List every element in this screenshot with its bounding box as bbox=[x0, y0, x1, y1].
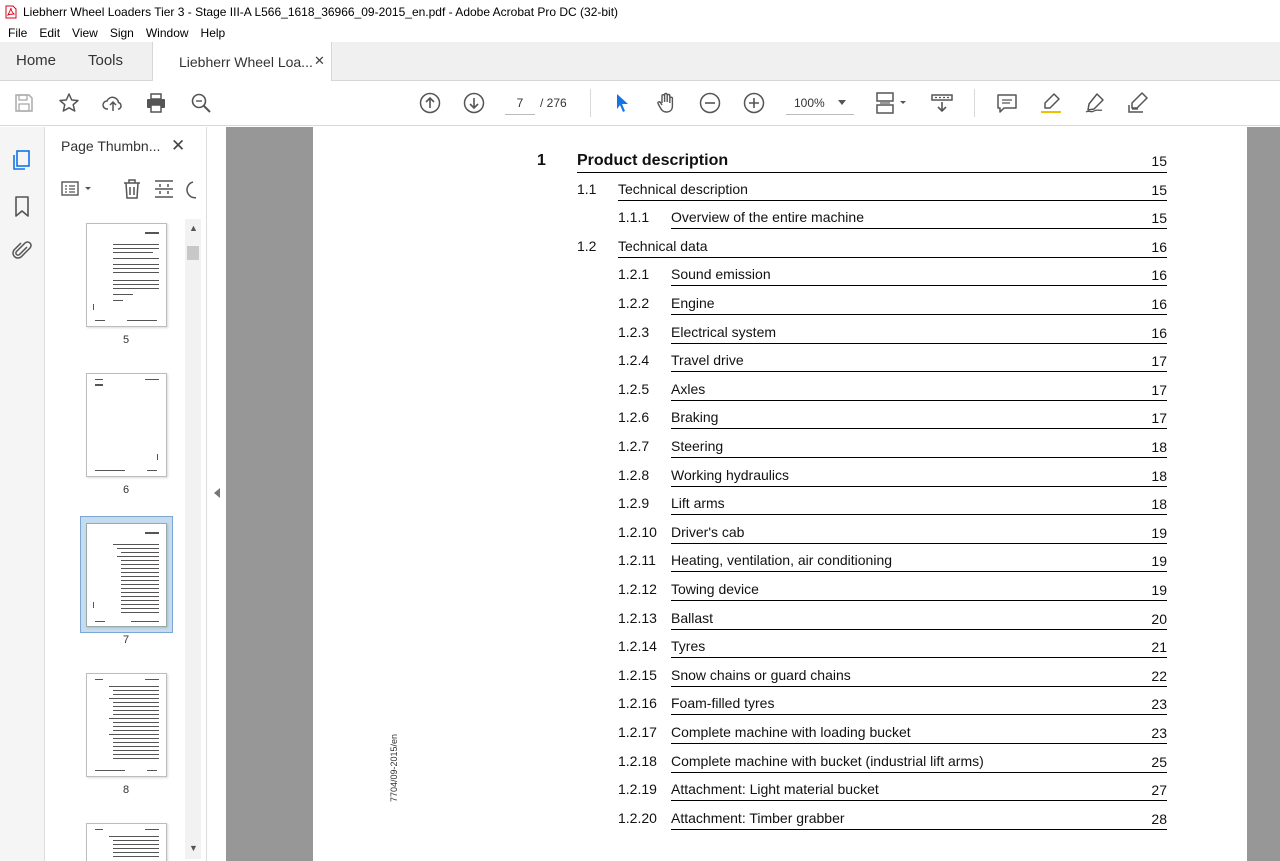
toc-entry-number: 1.2.11 bbox=[618, 552, 656, 568]
toc-entry-title: Overview of the entire machine bbox=[671, 209, 864, 225]
rotate-page-icon[interactable] bbox=[184, 177, 196, 201]
thumbnail-page-9[interactable] bbox=[86, 823, 167, 861]
toc-entry-title: Product description bbox=[577, 152, 729, 169]
toc-entry-title: Technical data bbox=[618, 238, 708, 254]
toc-entry-rule bbox=[671, 571, 1167, 572]
toc-entry-number: 1.2.1 bbox=[618, 266, 650, 282]
toc-entry[interactable] bbox=[313, 581, 1247, 601]
toc-entry-number: 1.1 bbox=[577, 181, 597, 197]
tab-home[interactable]: Home bbox=[16, 52, 57, 69]
toc-entry-title: Axles bbox=[671, 381, 706, 397]
toc-entry[interactable] bbox=[313, 610, 1247, 630]
toc-entry-title: Snow chains or guard chains bbox=[671, 667, 851, 683]
main-toolbar bbox=[0, 81, 1280, 126]
toc-entry[interactable] bbox=[313, 324, 1247, 344]
toc-entry-number: 1.1.1 bbox=[618, 209, 650, 225]
scroll-up-icon[interactable]: ▲ bbox=[189, 223, 198, 233]
toc-entry-page: 15 bbox=[1151, 153, 1167, 169]
page-thumbnails-icon[interactable] bbox=[11, 149, 33, 171]
toc-entry-title: Sound emission bbox=[671, 266, 771, 282]
toc-entry-title: Attachment: Timber grabber bbox=[671, 810, 845, 826]
toc-entry-rule bbox=[671, 743, 1167, 744]
toc-entry[interactable] bbox=[313, 695, 1247, 715]
pdf-page bbox=[313, 127, 1247, 861]
toc-entry-page: 15 bbox=[1151, 182, 1167, 198]
zoom-level-value: 100% bbox=[794, 96, 825, 110]
acrobat-app-icon bbox=[5, 5, 17, 19]
menu-file[interactable]: File bbox=[8, 25, 28, 40]
toc-entry-rule bbox=[671, 314, 1167, 315]
toc-entry-title: Ballast bbox=[671, 610, 714, 626]
delete-page-icon[interactable] bbox=[120, 177, 144, 201]
toc-entry-number: 1.2.18 bbox=[618, 753, 657, 769]
toc-entry[interactable] bbox=[313, 638, 1247, 658]
toc-entry-number: 1.2.15 bbox=[618, 667, 657, 683]
toc-entry-number: 1.2.19 bbox=[618, 781, 657, 797]
toc-entry-title: Heating, ventilation, air conditioning bbox=[671, 552, 893, 568]
chevron-down-icon bbox=[838, 100, 846, 105]
toc-entry-page: 23 bbox=[1151, 725, 1167, 741]
thumbnail-page-7[interactable] bbox=[86, 523, 167, 627]
toc-entry[interactable] bbox=[313, 295, 1247, 315]
toc-entry-rule bbox=[671, 800, 1167, 801]
menu-edit[interactable]: Edit bbox=[39, 25, 61, 40]
toc-entry-number: 1.2.13 bbox=[618, 610, 657, 626]
attachments-paperclip-icon[interactable] bbox=[11, 240, 33, 262]
toc-entry-page: 19 bbox=[1151, 525, 1167, 541]
toc-entry-page: 17 bbox=[1151, 382, 1167, 398]
close-tab-icon[interactable]: ✕ bbox=[314, 53, 325, 68]
toc-entry-title: Foam-filled tyres bbox=[671, 695, 775, 711]
toc-entry-rule bbox=[671, 371, 1167, 372]
toc-entry-title: Braking bbox=[671, 409, 719, 425]
zoom-search-icon[interactable] bbox=[189, 91, 213, 115]
toc-entry-title: Complete machine with loading bucket bbox=[671, 724, 911, 740]
toc-entry-title: Travel drive bbox=[671, 352, 744, 368]
toc-entry-rule bbox=[671, 428, 1167, 429]
toc-entry-page: 17 bbox=[1151, 353, 1167, 369]
toc-entry-number: 1.2.12 bbox=[618, 581, 657, 597]
toolbar-divider bbox=[590, 89, 591, 117]
toc-entry[interactable] bbox=[313, 467, 1247, 487]
toc-entry-page: 18 bbox=[1151, 496, 1167, 512]
toc-entry-number: 1.2.8 bbox=[618, 467, 650, 483]
zoom-level-select[interactable] bbox=[786, 91, 854, 115]
toc-entry-page: 16 bbox=[1151, 296, 1167, 312]
toc-entry-rule bbox=[671, 772, 1167, 773]
toc-entry-page: 18 bbox=[1151, 439, 1167, 455]
toc-entry-page: 27 bbox=[1151, 782, 1167, 798]
toc-entry-rule bbox=[671, 285, 1167, 286]
title-bar bbox=[0, 0, 1280, 23]
next-page-icon[interactable] bbox=[462, 91, 486, 115]
toc-entry-rule bbox=[671, 829, 1167, 830]
tab-document[interactable] bbox=[152, 42, 332, 82]
toc-entry[interactable] bbox=[313, 724, 1247, 744]
toc-entry[interactable] bbox=[313, 781, 1247, 801]
toc-entry-rule bbox=[671, 400, 1167, 401]
toc-entry[interactable] bbox=[313, 753, 1247, 773]
bookmark-star-icon[interactable] bbox=[57, 91, 81, 115]
menu-bar bbox=[0, 23, 1280, 42]
zoom-out-icon[interactable] bbox=[698, 91, 722, 115]
toc-entry[interactable] bbox=[313, 352, 1247, 372]
toc-entry-page: 25 bbox=[1151, 754, 1167, 770]
thumbnail-page-number: 7 bbox=[122, 634, 130, 646]
thumbnail-page-number: 5 bbox=[122, 334, 130, 346]
toolbar-divider bbox=[974, 89, 975, 117]
thumbnail-page-number: 6 bbox=[122, 484, 130, 496]
toc-entry[interactable] bbox=[313, 381, 1247, 401]
thumbnail-page-number: 8 bbox=[122, 784, 130, 796]
upload-cloud-icon[interactable] bbox=[101, 91, 125, 115]
toc-entry-number: 1.2.9 bbox=[618, 495, 650, 511]
fill-sign-icon[interactable] bbox=[1126, 91, 1150, 115]
toc-entry-number: 1.2.4 bbox=[618, 352, 650, 368]
highlight-pen-icon[interactable] bbox=[1039, 91, 1063, 115]
toc-entry-title: Engine bbox=[671, 295, 715, 311]
toc-entry[interactable] bbox=[313, 152, 1247, 172]
toc-entry-rule bbox=[671, 600, 1167, 601]
thumbnail-scrollbar[interactable] bbox=[185, 219, 201, 859]
toc-entry-title: Electrical system bbox=[671, 324, 777, 340]
close-panel-icon[interactable]: ✕ bbox=[171, 136, 186, 155]
toc-entry-page: 17 bbox=[1151, 410, 1167, 426]
toc-entry-rule bbox=[671, 343, 1167, 344]
menu-window[interactable]: Window bbox=[145, 25, 189, 40]
save-icon[interactable] bbox=[12, 91, 36, 115]
toc-entry-number: 1.2.20 bbox=[618, 810, 657, 826]
toc-entry-number: 1.2.2 bbox=[618, 295, 650, 311]
toc-entry-page: 19 bbox=[1151, 553, 1167, 569]
previous-page-icon[interactable] bbox=[418, 91, 442, 115]
toc-entry[interactable] bbox=[313, 810, 1247, 830]
tab-bar bbox=[0, 42, 1280, 81]
toc-entry-rule bbox=[671, 514, 1167, 515]
collapse-panel-handle[interactable] bbox=[207, 127, 226, 861]
toc-entry-rule bbox=[671, 714, 1167, 715]
document-viewport[interactable] bbox=[226, 127, 1280, 861]
toc-entry[interactable] bbox=[313, 181, 1247, 201]
thumbnail-page-8[interactable] bbox=[86, 673, 167, 777]
toc-entry-page: 23 bbox=[1151, 696, 1167, 712]
toc-entry-rule bbox=[671, 686, 1167, 687]
toc-entry-number: 1.2.6 bbox=[618, 409, 650, 425]
menu-view[interactable]: View bbox=[72, 25, 98, 40]
toc-entry[interactable] bbox=[313, 238, 1247, 258]
toc-entry-rule bbox=[618, 200, 1167, 201]
select-cursor-icon[interactable] bbox=[610, 91, 634, 115]
menu-sign[interactable]: Sign bbox=[109, 25, 134, 40]
toc-entry[interactable] bbox=[313, 495, 1247, 515]
toc-entry-title: Complete machine with bucket (industrial lift arms) bbox=[671, 753, 984, 769]
toc-entry-number: 1.2.10 bbox=[618, 524, 657, 540]
tab-document-label: Liebherr Wheel Loa... bbox=[179, 54, 313, 70]
toc-entry-page: 16 bbox=[1151, 267, 1167, 283]
toc-entry-number: 1.2.7 bbox=[618, 438, 650, 454]
extract-pages-icon[interactable] bbox=[152, 177, 176, 201]
toc-entry-title: Towing device bbox=[671, 581, 759, 597]
zoom-in-icon[interactable] bbox=[742, 91, 766, 115]
toc-entry-page: 19 bbox=[1151, 582, 1167, 598]
toc-entry[interactable] bbox=[313, 266, 1247, 286]
footer-doc-id: 7704/09-2015/en bbox=[389, 733, 399, 802]
toc-entry-page: 15 bbox=[1151, 210, 1167, 226]
toc-entry-rule bbox=[577, 172, 1167, 173]
toc-entry-page: 20 bbox=[1151, 611, 1167, 627]
toc-entry-title: Lift arms bbox=[671, 495, 725, 511]
toc-entry-rule bbox=[671, 486, 1167, 487]
toc-entry-rule bbox=[671, 629, 1167, 630]
toc-entry[interactable] bbox=[313, 209, 1247, 229]
toc-entry[interactable] bbox=[313, 438, 1247, 458]
toc-entry-title: Steering bbox=[671, 438, 724, 454]
toc-entry-title: Attachment: Light material bucket bbox=[671, 781, 879, 797]
toc-entry-rule bbox=[671, 228, 1167, 229]
scrollbar-thumb[interactable] bbox=[187, 246, 199, 260]
toc-entry-rule bbox=[671, 457, 1167, 458]
tab-tools[interactable]: Tools bbox=[88, 52, 124, 69]
toc-entry-page: 21 bbox=[1151, 639, 1167, 655]
collapse-left-icon bbox=[214, 488, 220, 498]
toc-entry-number: 1.2.3 bbox=[618, 324, 650, 340]
toc-entry-number: 1 bbox=[537, 152, 546, 169]
toc-entry-number: 1.2.14 bbox=[618, 638, 657, 654]
toc-entry-number: 1.2.17 bbox=[618, 724, 657, 740]
comment-icon[interactable] bbox=[995, 91, 1019, 115]
toc-entry-rule bbox=[618, 257, 1167, 258]
bookmarks-icon[interactable] bbox=[11, 195, 33, 217]
toc-entry[interactable] bbox=[313, 552, 1247, 572]
toc-entry-page: 18 bbox=[1151, 468, 1167, 484]
toc-entry-page: 22 bbox=[1151, 668, 1167, 684]
draw-pen-icon[interactable] bbox=[1083, 91, 1107, 115]
toc-entry-title: Tyres bbox=[671, 638, 706, 654]
toc-entry-rule bbox=[671, 657, 1167, 658]
thumbnail-page-6[interactable] bbox=[86, 373, 167, 477]
toc-entry-number: 1.2.16 bbox=[618, 695, 657, 711]
window-title: Liebherr Wheel Loaders Tier 3 - Stage III-A L566_1618_36966_09-2015_en.pdf - Adobe Acrobat Pro DC (32-bit) bbox=[23, 4, 619, 19]
toc-entry[interactable] bbox=[313, 667, 1247, 687]
page-display-icon[interactable] bbox=[876, 91, 910, 115]
page-total: / 276 bbox=[540, 96, 567, 110]
hand-tool-icon[interactable] bbox=[654, 91, 678, 115]
toc-entry-rule bbox=[671, 543, 1167, 544]
toc-entry-title: Driver's cab bbox=[671, 524, 745, 540]
navigation-rail bbox=[0, 127, 45, 861]
toc-entry-number: 1.2.5 bbox=[618, 381, 650, 397]
toc-entry-title: Working hydraulics bbox=[671, 467, 790, 483]
menu-help[interactable]: Help bbox=[200, 25, 226, 40]
print-icon[interactable] bbox=[144, 91, 168, 115]
thumbnail-page-5[interactable] bbox=[86, 223, 167, 327]
toc-entry[interactable] bbox=[313, 409, 1247, 429]
toc-entry-page: 16 bbox=[1151, 239, 1167, 255]
panel-title: Page Thumbn... bbox=[61, 138, 161, 154]
toc-entry-title: Technical description bbox=[618, 181, 748, 197]
toc-entry-page: 28 bbox=[1151, 811, 1167, 827]
thumbnail-options-icon[interactable] bbox=[60, 177, 96, 201]
toc-entry[interactable] bbox=[313, 524, 1247, 544]
toc-entry-page: 16 bbox=[1151, 325, 1167, 341]
scrolling-mode-icon[interactable] bbox=[930, 91, 954, 115]
toc-entry-number: 1.2 bbox=[577, 238, 597, 254]
scroll-down-icon[interactable]: ▼ bbox=[189, 843, 198, 853]
page-number-input[interactable] bbox=[505, 91, 535, 115]
